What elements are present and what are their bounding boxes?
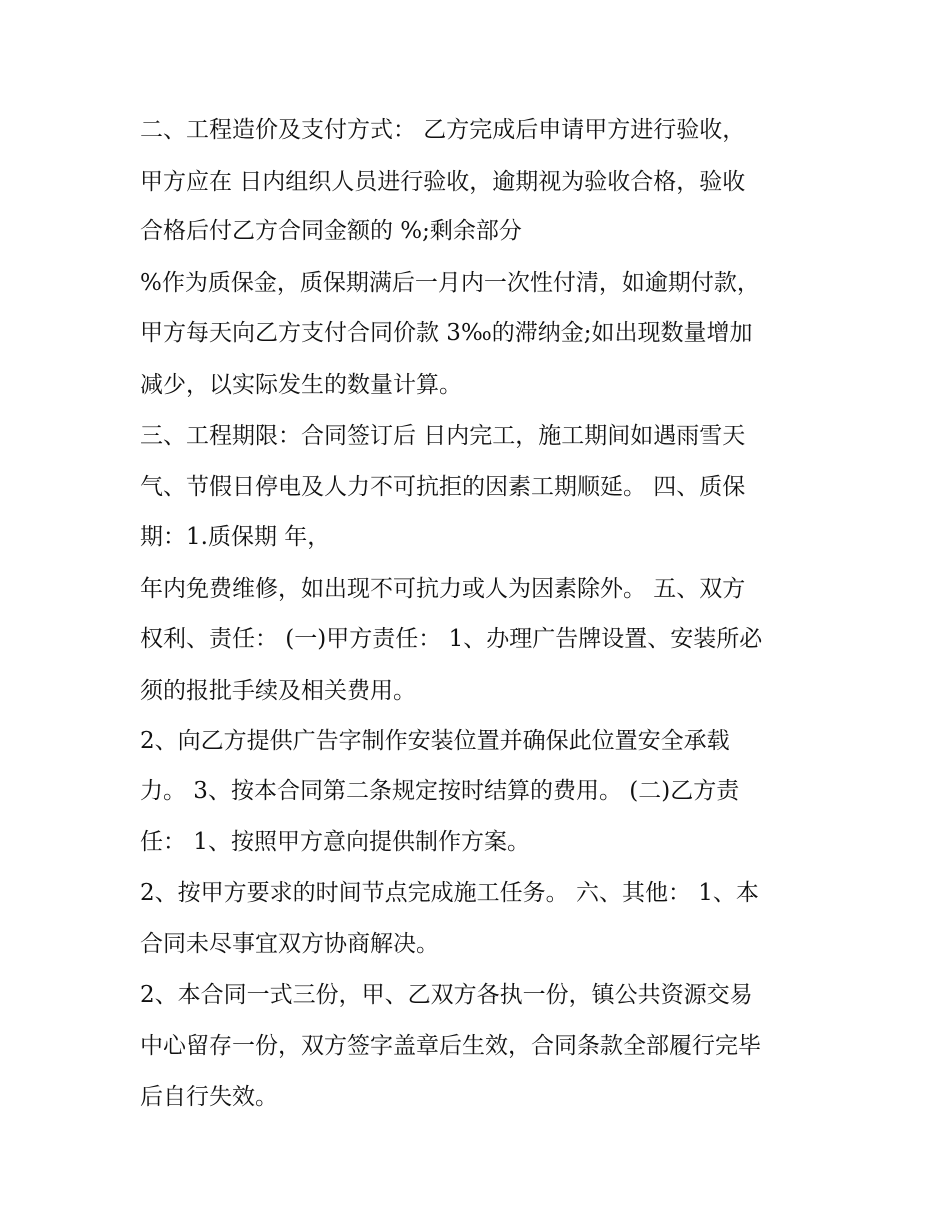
text-line: 期：1.质保期 年，	[140, 524, 331, 550]
text-line: 2、按甲方要求的时间节点完成施工任务。 六、其他： 1、本	[140, 880, 759, 906]
text-line: 减少，以实际发生的数量计算。	[140, 372, 462, 398]
text-line: 年内免费维修，如出现不可抗力或人为因素除外。 五、双方	[140, 576, 746, 602]
text-line: 气、节假日停电及人力不可抗拒的因素工期顺延。 四、质保	[140, 474, 746, 500]
text-line: 合同未尽事宜双方协商解决。	[140, 931, 439, 957]
text-line: 2、向乙方提供广告字制作安装位置并确保此位置安全承载	[140, 728, 730, 754]
text-line: 任： 1、按照甲方意向提供制作方案。	[140, 829, 530, 855]
text-line: %作为质保金，质保期满后一月内一次性付清，如逾期付款，	[140, 270, 760, 296]
text-line: 合格后付乙方合同金额的 %;剩余部分	[140, 218, 522, 244]
text-line: 2、本合同一式三份，甲、乙双方各执一份，镇公共资源交易	[140, 982, 753, 1008]
text-line: 二、工程造价及支付方式： 乙方完成后申请甲方进行验收，	[140, 117, 746, 143]
text-line: 须的报批手续及相关费用。	[140, 678, 416, 704]
text-line: 中心留存一份，双方签字盖章后生效，合同条款全部履行完毕	[140, 1033, 761, 1059]
text-line: 力。 3、按本合同第二条规定按时结算的费用。 (二)乙方责	[140, 778, 740, 804]
text-line: 甲方应在 日内组织人员进行验收，逾期视为验收合格，验收	[140, 169, 746, 195]
text-line: 三、工程期限：合同签订后 日内完工，施工期间如遇雨雪天	[140, 423, 746, 449]
text-line: 权利、责任： (一)甲方责任： 1、办理广告牌设置、安装所必	[140, 626, 763, 652]
text-line: 甲方每天向乙方支付合同价款 3‰的滞纳金;如出现数量增加	[140, 320, 753, 346]
text-line: 后自行失效。	[140, 1084, 278, 1110]
